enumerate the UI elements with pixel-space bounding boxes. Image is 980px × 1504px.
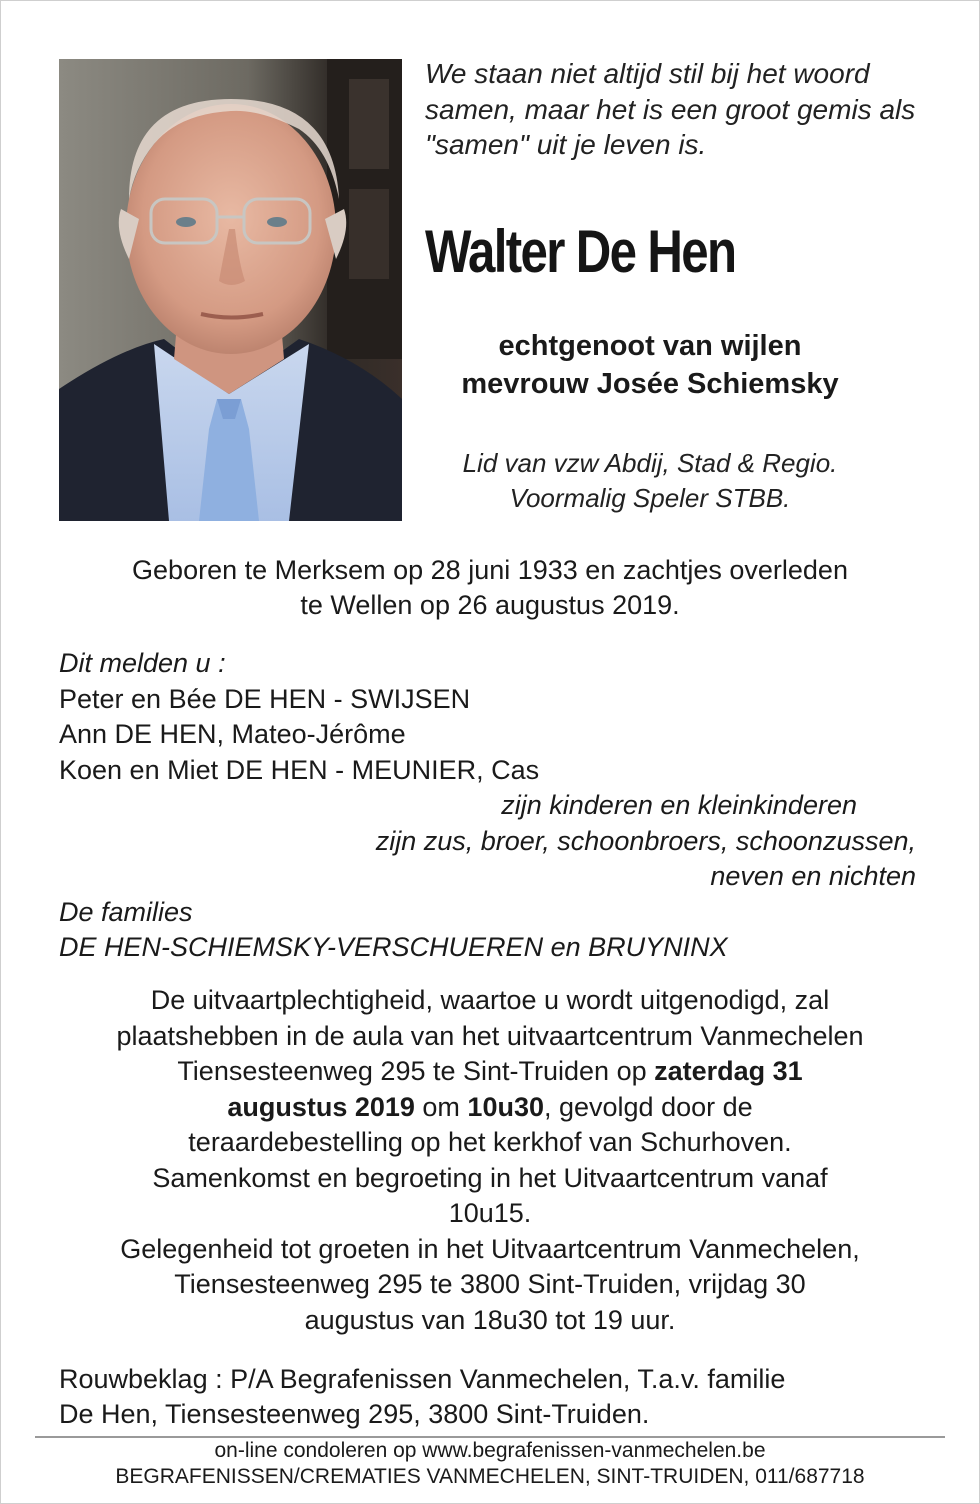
birth-death-line-1: Geboren te Merksem op 28 juni 1933 en zachtjes overleden xyxy=(132,555,848,585)
child-line: Peter en Bée DE HEN - SWIJSEN xyxy=(59,683,471,714)
spouse-info xyxy=(410,327,890,403)
ceremony-line xyxy=(40,1090,940,1126)
ceremony-om: om xyxy=(414,1091,468,1122)
ceremony-date: augustus 2019 xyxy=(227,1091,415,1122)
ceremony-day: zaterdag 31 xyxy=(654,1056,803,1086)
announce-intro: Dit melden u : xyxy=(59,648,226,678)
spouse-line-1: echtgenoot van wijlen xyxy=(498,330,802,362)
ceremony-time: 10u30 xyxy=(467,1091,544,1122)
child-line: Ann DE HEN, Mateo-Jérôme xyxy=(59,719,406,749)
siblings-line-2: neven en nichten xyxy=(710,861,916,891)
birth-death-line-2: te Wellen op 26 augustus 2019. xyxy=(300,590,680,620)
family-announcement xyxy=(59,646,939,966)
funeral-home-info: BEGRAFENISSEN/CREMATIES VANMECHELEN, SINT-TRUIDEN, 011/687718 xyxy=(115,1465,865,1488)
siblings-line-1: zijn zus, broer, schoonbroers, schoonzussen, xyxy=(375,825,916,856)
footer xyxy=(35,1438,945,1490)
ceremony-line: teraardebestelling op het kerkhof van Schurhoven. xyxy=(188,1127,792,1157)
ceremony-line: Samenkomst en begroeting in het Uitvaartcentrum vanaf xyxy=(152,1162,828,1193)
membership-info xyxy=(410,446,890,516)
families-label: De families xyxy=(59,896,193,927)
ceremony-line: Tiensesteenweg 295 te 3800 Sint-Truiden, vrijdag 30 xyxy=(174,1269,806,1299)
ceremony-info xyxy=(40,983,940,1338)
ceremony-line: augustus van 18u30 tot 19 uur. xyxy=(304,1304,676,1335)
condolence-line-1: Rouwbeklag : P/A Begrafenissen Vanmechelen, T.a.v. familie xyxy=(59,1364,786,1394)
membership-line-1: Lid van vzw Abdij, Stad & Regio. xyxy=(462,448,838,478)
children-caption: zijn kinderen en kleinkinderen xyxy=(501,790,857,820)
membership-line-2: Voormalig Speler STBB. xyxy=(509,483,791,513)
online-condolence-link[interactable]: on-line condoleren op www.begrafenissen-vanmechelen.be xyxy=(214,1439,766,1462)
ceremony-address: Tiensesteenweg 295 te Sint-Truiden op xyxy=(177,1056,655,1086)
spouse-line-2: mevrouw Josée Schiemsky xyxy=(461,368,839,400)
ceremony-line: plaatshebben in de aula van het uitvaartcentrum Vanmechelen xyxy=(116,1020,864,1051)
child-line: Koen en Miet DE HEN - MEUNIER, Cas xyxy=(59,754,540,785)
ceremony-line xyxy=(40,1054,940,1090)
deceased-name: Walter De Hen xyxy=(425,218,736,285)
families-names: DE HEN-SCHIEMSKY-VERSCHUEREN en BRUYNINX xyxy=(59,932,728,962)
condolence-line-2: De Hen, Tiensesteenweg 295, 3800 Sint-Truiden. xyxy=(59,1399,650,1429)
birth-death-info xyxy=(40,553,940,623)
condolence-address xyxy=(59,1362,939,1432)
ceremony-line: 10u15. xyxy=(448,1198,532,1228)
portrait-photo xyxy=(59,59,402,521)
ceremony-line: De uitvaartplechtigheid, waartoe u wordt uitgenodigd, zal xyxy=(150,985,830,1015)
memorial-quote: We staan niet altijd stil bij het woord samen, maar het is een groot gemis als "samen" uit je leven is. xyxy=(425,58,916,160)
ceremony-followed: , gevolgd door de xyxy=(543,1091,753,1122)
ceremony-line: Gelegenheid tot groeten in het Uitvaartcentrum Vanmechelen, xyxy=(120,1233,860,1264)
